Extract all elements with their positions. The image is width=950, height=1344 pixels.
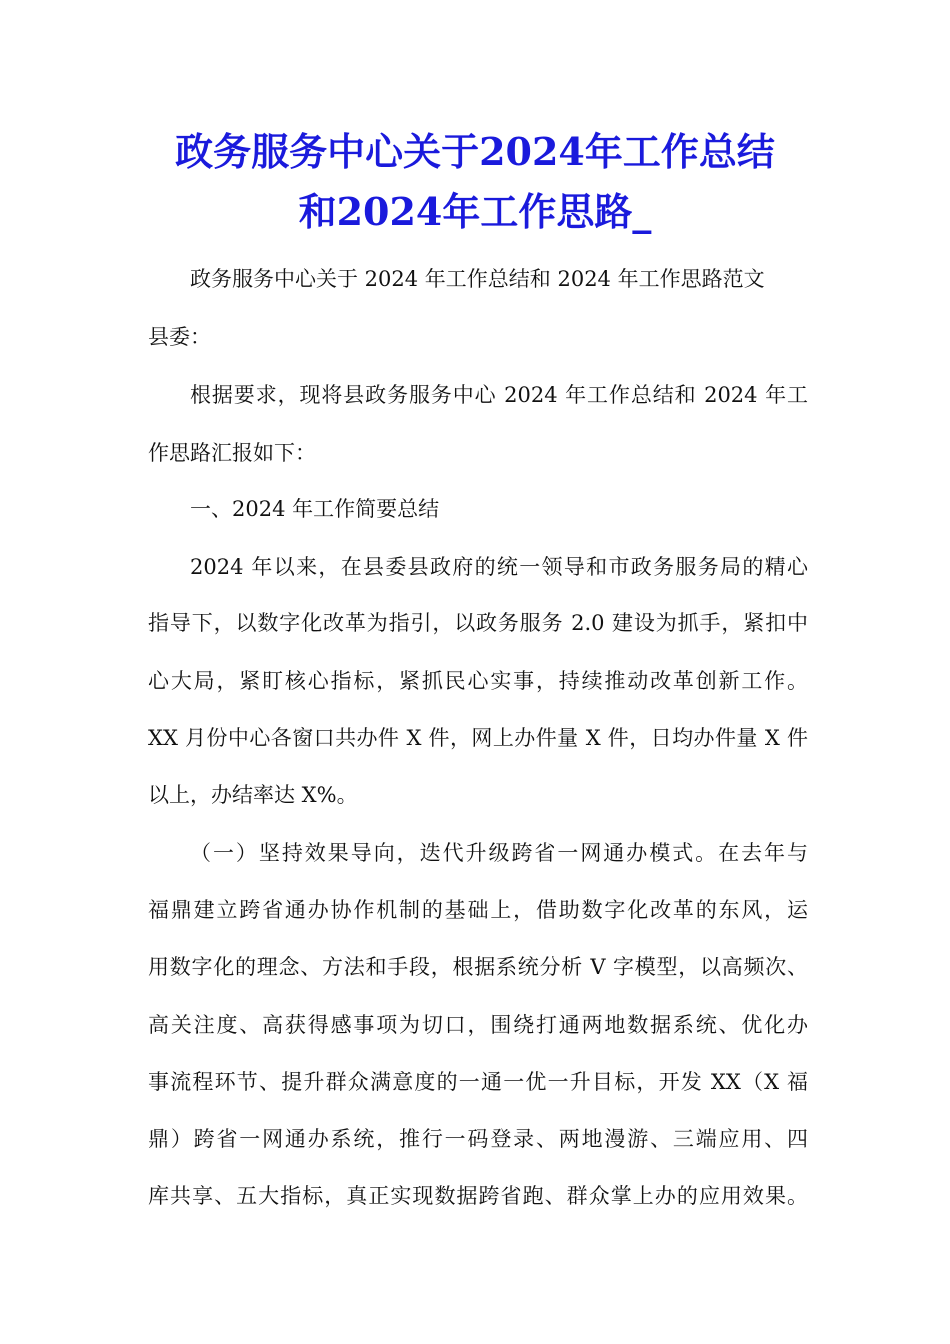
body-line: 作思路汇报如下： xyxy=(148,441,316,465)
body-line: 2024 年以来，在县委县政府的统一领导和市政务服务局的精心 xyxy=(190,555,808,579)
body-line: 以上，办结率达 X%。 xyxy=(148,783,358,807)
body-line: 政务服务中心关于 2024 年工作总结和 2024 年工作思路范文 xyxy=(190,267,765,291)
body-line: 用数字化的理念、方法和手段，根据系统分析 V 字模型，以高频次、 xyxy=(148,955,808,979)
body-line: 事流程环节、提升群众满意度的一通一优一升目标，开发 XX（X 福 xyxy=(148,1070,808,1094)
body-line: 心大局，紧盯核心指标，紧抓民心实事，持续推动改革创新工作。 xyxy=(148,669,808,693)
body-line: 县委： xyxy=(148,325,211,349)
body-line: 福鼎建立跨省通办协作机制的基础上，借助数字化改革的东风，运 xyxy=(148,898,808,922)
body-line: 鼎）跨省一网通办系统，推行一码登录、两地漫游、三端应用、四 xyxy=(148,1127,808,1151)
subsection-line: （一）坚持效果导向，迭代升级跨省一网通办模式。在去年与 xyxy=(190,841,808,865)
body-line: 根据要求，现将县政务服务中心 2024 年工作总结和 2024 年工 xyxy=(190,383,808,407)
body-line: 库共享、五大指标，真正实现数据跨省跑、群众掌上办的应用效果。 xyxy=(148,1184,808,1208)
document-title-line-2: 和2024年工作思路_ xyxy=(298,189,652,234)
section-heading: 一、2024 年工作简要总结 xyxy=(190,497,440,521)
body-line: XX 月份中心各窗口共办件 X 件，网上办件量 X 件，日均办件量 X 件 xyxy=(148,726,808,750)
body-line: 指导下，以数字化改革为指引，以政务服务 2.0 建设为抓手，紧扣中 xyxy=(148,611,808,635)
body-line: 高关注度、高获得感事项为切口，围绕打通两地数据系统、优化办 xyxy=(148,1013,808,1037)
document-title-line-1: 政务服务中心关于2024年工作总结 xyxy=(175,129,775,174)
